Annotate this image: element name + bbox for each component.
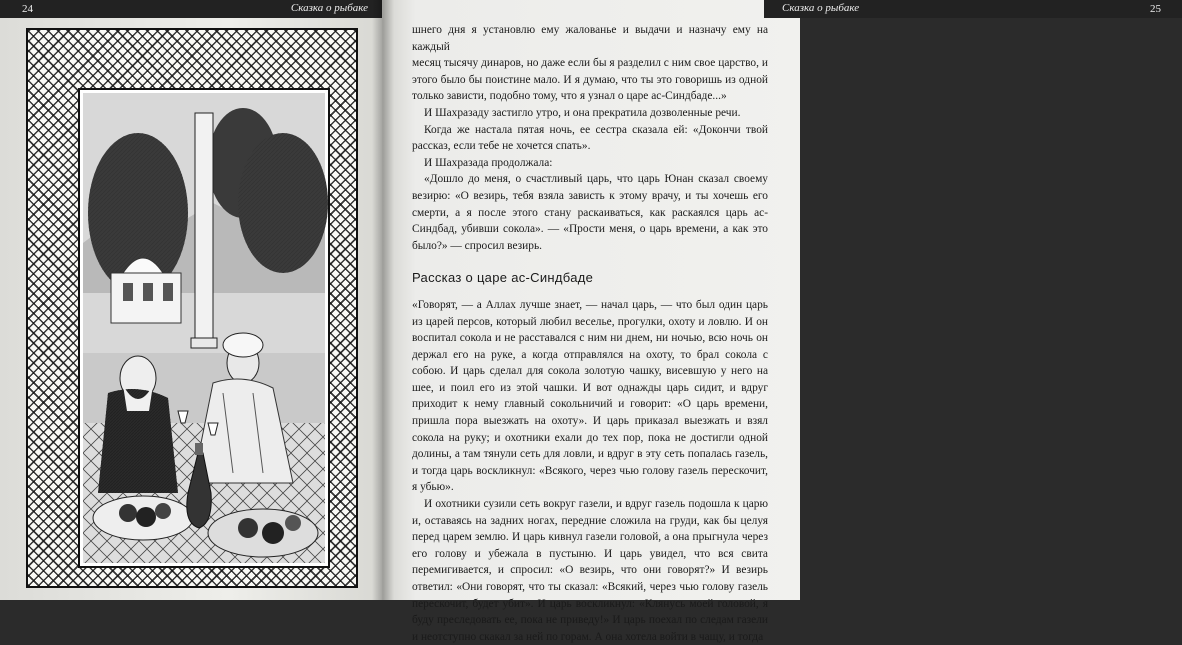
left-page-header: [0, 0, 382, 18]
illustration: [78, 88, 330, 568]
paragraph-story-start: «Говорят, — а Аллах лучше знает, — начал царь, — что был один царь из царей персов, который любил веселье, прогулки, охоту и ловлю. И он воспитал сокола и не расставался с ним ни днем, ни ночью, всю ночь он держал его на руке, а когда отправлялся на охоту, то брал сокола с собою. И царь сделал для сокола золотую чашку, висевшую у него на шее, и поил его из этой чашки. И вот однажды царь сидит, и вдруг приходит к нему главный сокольничий и говорит: «О царь времени, пришла пора выезжать на охоту». И царь приказал выезжать и взял сокола на руку; и охотники ехали до тех пор, пока не достигли одной долины, а там тянули сеть для ловли, и вдруг в эту сеть попалась газель, и тогда царь воскликнул: «Всякого, через чью голову газель перескочит, я убью».: [412, 298, 768, 494]
page-text: [412, 22, 768, 645]
left-page-number: 24: [22, 3, 33, 15]
illustration-two-men-terrace-icon: [83, 93, 325, 563]
section-heading: Рассказ о царе ас-Синдбаде: [412, 270, 594, 286]
paragraph-gazelle: И охотники сузили сеть вокруг газели, и вдруг газель подошла к царю и, оставаясь на задних ногах, передние сложила на груди, как бы целуя перед царем землю. И царь кивнул газели головой, а она прыгнула через его голову и убежала в пустыню. И царь увидел, что вся свита перемигивается, и спросил: «О везирь, что они говорят?» И везирь ответил: «Они говорят, что ты сказал: «Всякий, через чью голову газель перескочит, будет убит». И царь воскликнул: «Клянусь моей головой, я буду преследовать ее, пока не приведу!» И царь поехал по следам газели и неотступно скакал за ней по горам. А она хотела войти в чащу, и тогда: [412, 498, 768, 643]
right-running-title: Сказка о рыбаке: [782, 2, 860, 14]
book-gutter: [372, 0, 394, 600]
paragraph-king-yunan: «Дошло до меня, о счастливый царь, что царь Юнан сказал своему везирю: «О везирь, тебя взяла зависть к этому врачу, и ты хочешь его смерти, а я после этого стану раскаиваться, как раскаялся царь ас-Синдбад, убивши сокола». — «Прости меня, о царь времени, а как это было?» — спросил везирь.: [412, 173, 768, 252]
left-page: [0, 0, 382, 600]
paragraph-continued: месяц тысячу динаров, но даже если бы я разделил с ним свое царство, и этого было бы поистине мало. И я думаю, что ты это говоришь из одной только зависти, подобно тому, что я узнал о царе ас-Синдбаде...»: [412, 57, 768, 103]
ornamental-frame: [26, 28, 358, 588]
paragraph-fifth-night: Когда же настала пятая ночь, ее сестра сказала ей: «Докончи твой рассказ, если тебе не хочется спать».: [412, 123, 768, 153]
right-page-number: 25: [1150, 3, 1161, 15]
paragraph-morning: И Шахразаду застигло утро, и она прекратила дозволенные речи.: [424, 106, 741, 119]
paragraph-continued-speech: И Шахразада продолжала:: [424, 156, 553, 169]
right-page-header: [764, 0, 1182, 18]
paragraph-continued-top: шнего дня я установлю ему жалованье и выдачи и назначу ему на каждый: [412, 24, 768, 53]
left-running-title: Сказка о рыбаке: [290, 2, 368, 14]
